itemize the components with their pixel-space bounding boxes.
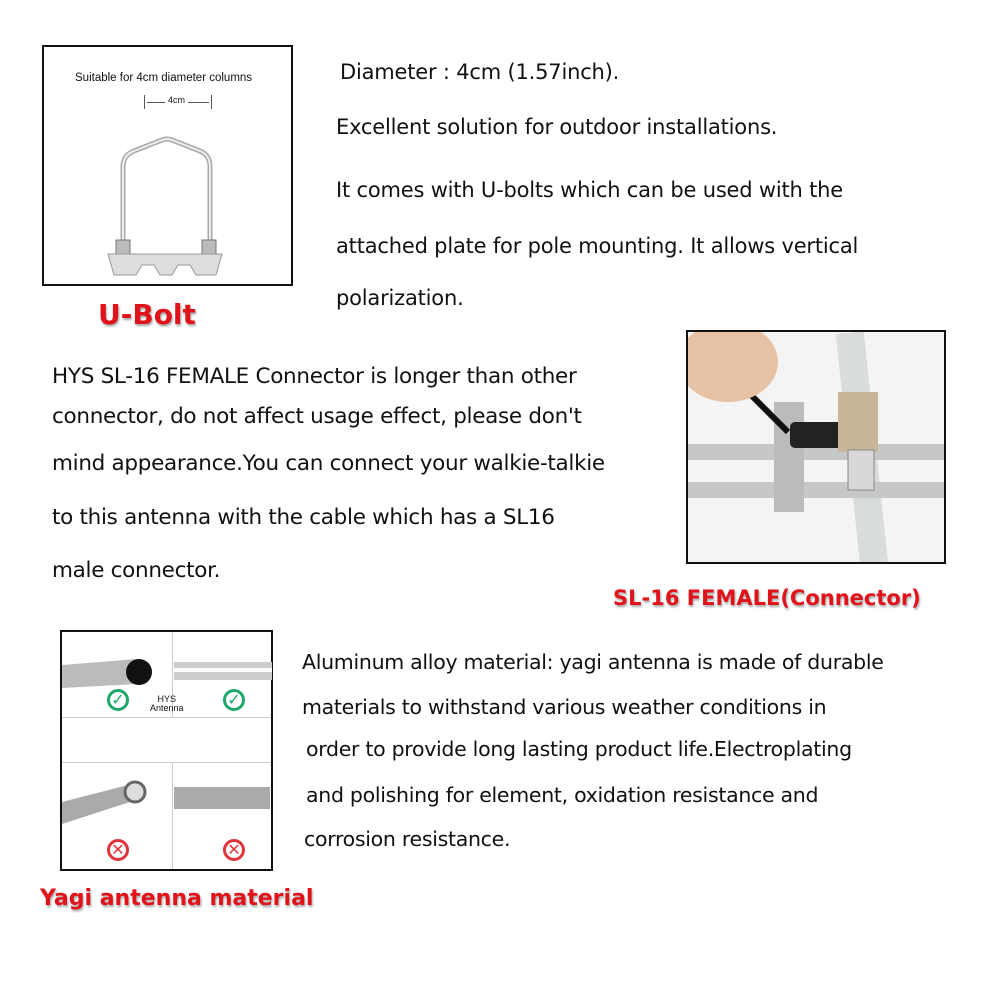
connector-photo <box>686 330 946 564</box>
ubolt-caption: Suitable for 4cm diameter columns <box>75 72 253 84</box>
spec-line: Excellent solution for outdoor installations. <box>336 115 778 139</box>
check-icon: ✓ <box>107 689 129 711</box>
brand-label <box>150 695 184 713</box>
spec-line: It comes with U-bolts which can be used with the <box>336 178 843 202</box>
material-line: Aluminum alloy material: yagi antenna is made of durable <box>302 650 884 674</box>
cross-icon: ✕ <box>107 839 129 861</box>
material-line: corrosion resistance. <box>304 827 511 851</box>
brand-line2: Antenna <box>150 703 184 713</box>
check-icon: ✓ <box>223 689 245 711</box>
material-comparison-image <box>60 630 273 871</box>
material-label: Yagi antenna material <box>40 886 314 911</box>
material-line: and polishing for element, oxidation resistance and <box>306 783 819 807</box>
brand-line1: HYS <box>157 694 177 704</box>
material-line: materials to withstand various weather conditions in <box>302 695 827 719</box>
connector-line: mind appearance.You can connect your walkie-talkie <box>52 451 605 476</box>
connector-line: HYS SL-16 FEMALE Connector is longer than other <box>52 364 577 389</box>
ubolt-image <box>42 45 293 286</box>
dimension-label: 4cm <box>165 95 188 105</box>
spec-line: Diameter : 4cm (1.57inch). <box>340 60 620 84</box>
spec-line: attached plate for pole mounting. It allows vertical <box>336 234 859 258</box>
spec-line: polarization. <box>336 286 464 310</box>
cross-icon: ✕ <box>223 839 245 861</box>
ubolt-label: U-Bolt <box>98 298 196 331</box>
connector-line: to this antenna with the cable which has a SL16 <box>52 505 555 530</box>
connector-label: SL-16 FEMALE(Connector) <box>613 586 921 610</box>
material-line: order to provide long lasting product life.Electroplating <box>306 737 852 761</box>
connector-line: male connector. <box>52 558 221 583</box>
connector-line: connector, do not affect usage effect, please don't <box>52 404 582 429</box>
ubolt-icon <box>44 47 295 288</box>
